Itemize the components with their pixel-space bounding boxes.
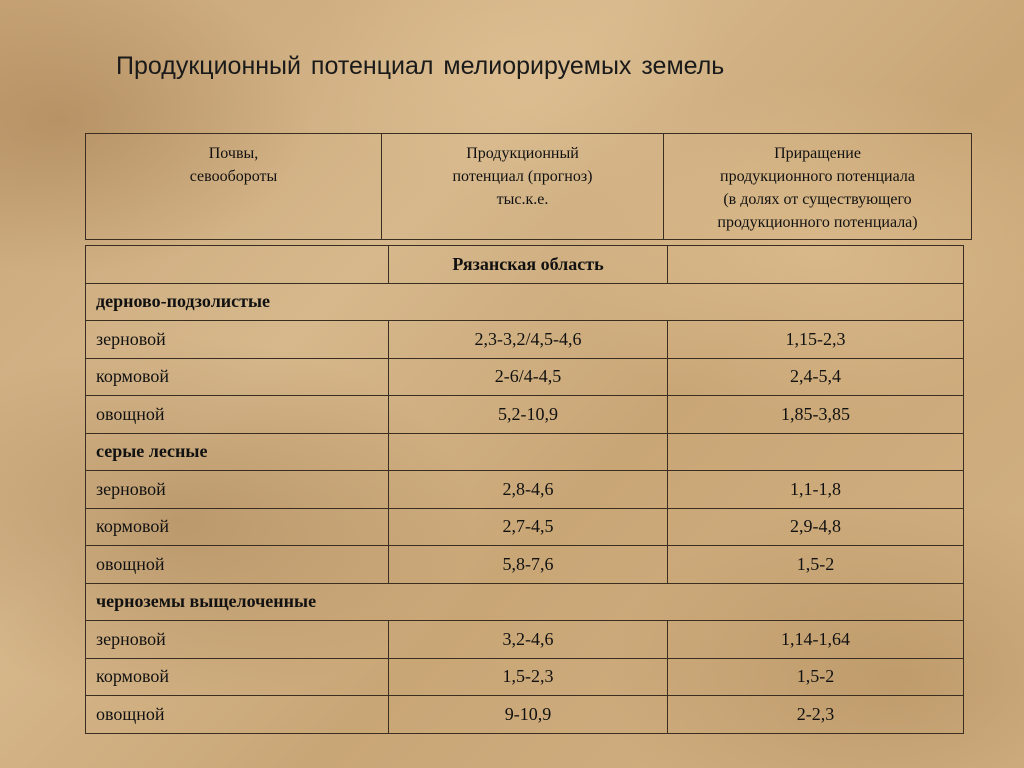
header-potential-line-3: тыс.к.е. [496,191,549,208]
crop-cell: кормовой [86,508,389,546]
group-row [86,433,964,471]
header-increment-line-4: продукционного потенциала) [717,214,918,231]
header-soils-line-1: Почвы, [208,145,259,162]
table-row [86,321,964,359]
header-soils [86,134,382,240]
header-increment-line-1: Приращение [774,145,861,162]
crop-cell: овощной [86,696,389,734]
potential-cell: 1,5-2,3 [389,658,668,696]
slide-title: Продукционный потенциал мелиорируемых земель [116,52,725,80]
increment-cell: 1,5-2 [668,546,964,584]
table-row [86,621,964,659]
potential-cell: 5,2-10,9 [389,396,668,434]
table-row [86,358,964,396]
increment-cell: 2,9-4,8 [668,508,964,546]
crop-cell: кормовой [86,358,389,396]
group-label: черноземы выщелоченные [86,583,964,621]
increment-cell: 1,85-3,85 [668,396,964,434]
header-increment [664,134,972,240]
potential-cell: 3,2-4,6 [389,621,668,659]
table-row [86,396,964,434]
header-potential [382,134,664,240]
increment-cell: 1,5-2 [668,658,964,696]
crop-cell: зерновой [86,621,389,659]
increment-cell: 1,1-1,8 [668,471,964,509]
table-header [85,133,972,240]
group-row [86,583,964,621]
table-row [86,696,964,734]
potential-cell: 5,8-7,6 [389,546,668,584]
potential-cell: 2-6/4-4,5 [389,358,668,396]
header-potential-line-1: Продукционный [466,145,579,162]
group-label: серые лесные [86,433,389,471]
crop-cell: кормовой [86,658,389,696]
table-row [86,471,964,509]
table-row [86,658,964,696]
region-label: Рязанская область [389,246,668,284]
header-increment-line-3: (в долях от существующего [723,191,912,208]
increment-cell: 2-2,3 [668,696,964,734]
group-label: дерново-подзолистые [86,283,964,321]
header-soils-line-2: севообороты [189,168,278,185]
potential-cell: 9-10,9 [389,696,668,734]
crop-cell: овощной [86,546,389,584]
potential-cell: 2,8-4,6 [389,471,668,509]
potential-cell: 2,7-4,5 [389,508,668,546]
table-row [86,508,964,546]
increment-cell: 1,14-1,64 [668,621,964,659]
table-row [86,546,964,584]
increment-cell: 2,4-5,4 [668,358,964,396]
increment-cell: 1,15-2,3 [668,321,964,359]
region-row [86,246,964,284]
potential-cell: 2,3-3,2/4,5-4,6 [389,321,668,359]
header-increment-line-2: продукционного потенциала [720,168,915,185]
crop-cell: зерновой [86,321,389,359]
header-potential-line-2: потенциал (прогноз) [452,168,593,185]
crop-cell: овощной [86,396,389,434]
group-row [86,283,964,321]
crop-cell: зерновой [86,471,389,509]
data-table [85,245,964,734]
